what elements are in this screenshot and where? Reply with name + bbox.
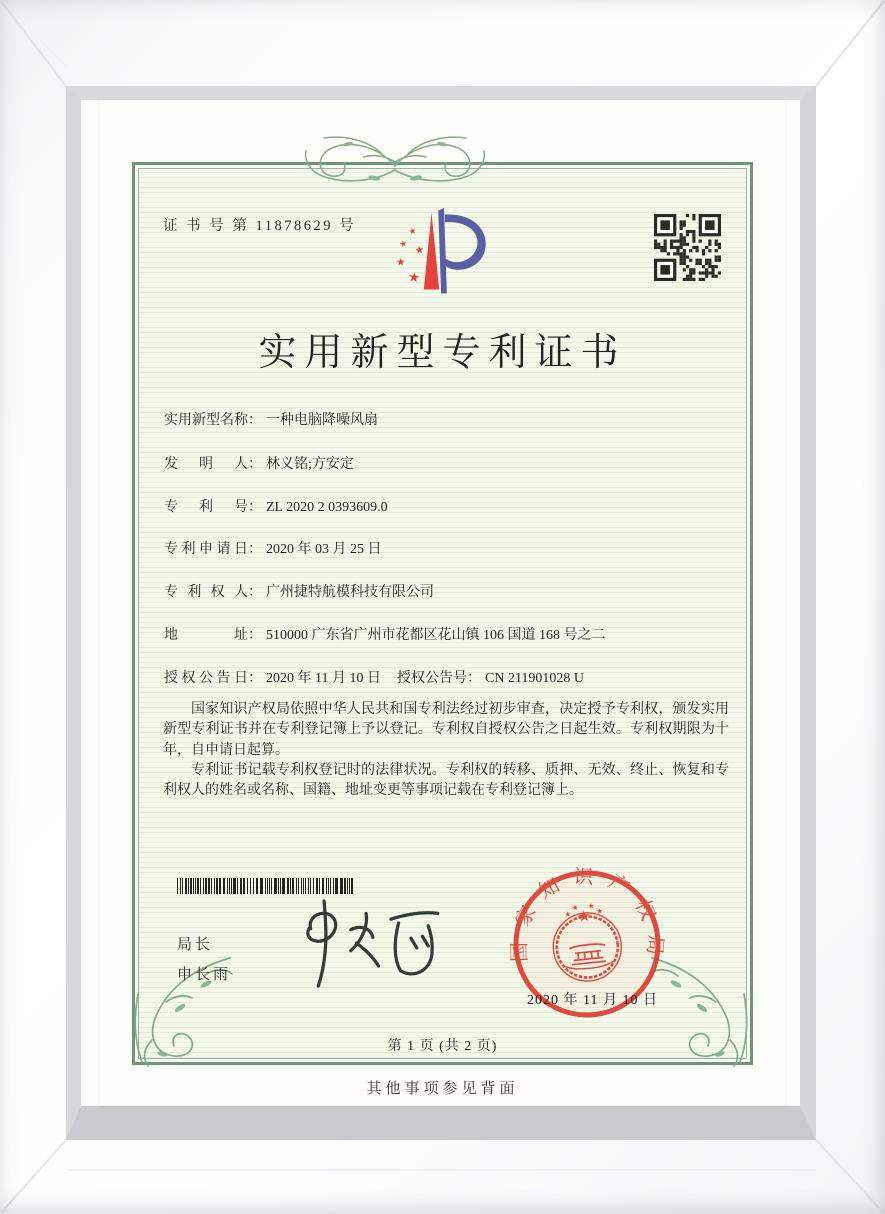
field-label: 地址 — [164, 628, 248, 643]
field-colon: ： — [248, 585, 262, 600]
field-value: 2020 年 03 月 25 日 — [266, 542, 382, 557]
field-label: 发明人 — [164, 457, 248, 472]
field-value: 一种电脑降噪风扇 — [266, 413, 378, 428]
svg-text:★: ★ — [398, 239, 408, 251]
field-colon: ： — [248, 457, 262, 472]
field-value: CN 211901028 U — [485, 671, 585, 686]
svg-text:★: ★ — [571, 902, 579, 913]
svg-text:★: ★ — [406, 269, 421, 287]
field-colon: ： — [248, 413, 262, 428]
svg-text:★: ★ — [407, 226, 418, 238]
svg-text:★: ★ — [595, 906, 604, 916]
field-row-patent-no — [164, 496, 729, 516]
field-colon: ： — [248, 542, 262, 557]
svg-text:★: ★ — [396, 256, 406, 269]
legal-paragraph: 国家知识产权局依照中华人民共和国专利法经过初步审查，决定授予专利权，颁发实用新型专利证书并在专利登记簿上予以登记。专利权自授权公告之日起生效。专利权期限为十年，自申请日起算。 — [163, 702, 729, 758]
field-value: 林义铭;方安定 — [266, 457, 354, 472]
field-row-inventor — [164, 453, 729, 473]
handwritten-signature — [282, 894, 454, 994]
field-label: 专利权人 — [164, 585, 248, 600]
field-value: 广州捷特航模科技有限公司 — [266, 585, 434, 600]
svg-text:★: ★ — [587, 901, 595, 911]
certificate-title: 实用新型专利证书 — [258, 332, 627, 374]
signer-block — [177, 930, 231, 990]
field-value: 510000 广东省广州市花都区花山镇 106 国道 168 号之二 — [266, 628, 606, 643]
field-pair-grant-number — [397, 667, 584, 687]
svg-text:★: ★ — [576, 906, 592, 926]
page-number: 第 1 页 (共 2 页) — [387, 1039, 498, 1054]
svg-text:★: ★ — [413, 243, 425, 257]
field-row-name — [164, 409, 729, 429]
qr-code — [654, 214, 721, 281]
legal-paragraph: 专利证书记载专利权登记时的法律状况。专利权的转移、质押、无效、终止、恢复和专利权人的姓名或名称、国籍、地址变更等事项记载在专利登记簿上。 — [163, 762, 729, 799]
seal-date: 2020 年 11 月 10 日 — [527, 993, 658, 1008]
field-colon: ： — [248, 500, 262, 515]
legal-text — [163, 700, 729, 801]
signer-name: 申长雨 — [177, 967, 232, 983]
field-row-address — [164, 624, 729, 644]
field-colon: ： — [467, 671, 481, 686]
field-row-filing-date — [164, 538, 729, 558]
field-label: 实用新型名称 — [164, 413, 248, 428]
field-label: 专利号 — [164, 500, 248, 515]
field-colon: ： — [248, 628, 262, 643]
field-colon: ： — [248, 671, 262, 686]
back-side-note: 其他事项参见背面 — [366, 1081, 519, 1097]
seal-text: 国家知识产权局 — [506, 864, 669, 970]
field-label: 授权公告日 — [164, 671, 248, 686]
svg-text:★: ★ — [563, 909, 572, 920]
field-label: 授权公告号 — [397, 671, 467, 686]
field-value: 2020 年 11 月 10 日 — [266, 671, 381, 686]
field-row-patentee — [164, 581, 729, 601]
signer-title: 局长 — [177, 937, 214, 953]
field-label: 专利申请日 — [164, 542, 248, 557]
field-row-grant — [164, 667, 729, 687]
field-value: ZL 2020 2 0393609.0 — [266, 500, 388, 515]
barcode — [177, 878, 357, 894]
certificate-number: 证 书 号 第 11878629 号 — [163, 218, 357, 234]
cnipa-logo-icon — [396, 205, 492, 303]
